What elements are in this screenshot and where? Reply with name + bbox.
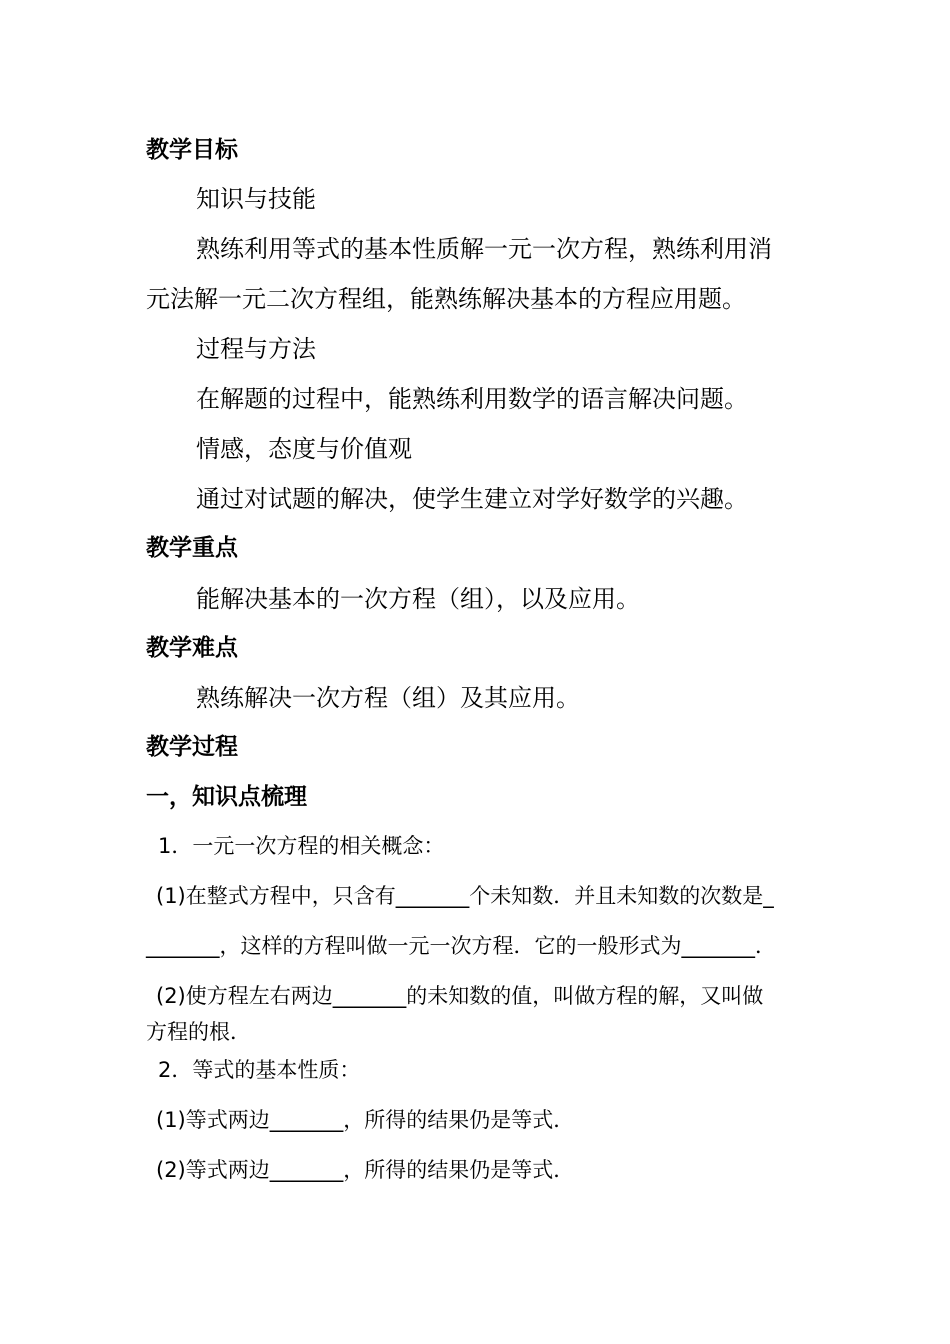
paragraph-difficult-points: 熟练解决一次方程（组）及其应用。 bbox=[196, 684, 580, 712]
paragraph-knowledge-line2: 元法解一元二次方程组，能熟练解决基本的方程应用题。 bbox=[146, 285, 746, 313]
subheading-process-method: 过程与方法 bbox=[196, 335, 316, 363]
paragraph-key-points: 能解决基本的一次方程（组），以及应用。 bbox=[196, 585, 640, 613]
heading-teaching-goals: 教学目标 bbox=[146, 137, 238, 163]
paragraph-emotion: 通过对试题的解决，使学生建立对学好数学的兴趣。 bbox=[196, 485, 748, 513]
heading-difficult-points: 教学难点 bbox=[146, 635, 238, 661]
paragraph-knowledge-line1: 熟练利用等式的基本性质解一元一次方程，熟练利用消 bbox=[196, 235, 772, 263]
item-2-1: (1)等式两边_______，所得的结果仍是等式． bbox=[156, 1108, 575, 1132]
heading-key-points: 教学重点 bbox=[146, 535, 238, 561]
item-1-1-line1: (1)在整式方程中，只含有_______个未知数．并且未知数的次数是_ bbox=[156, 884, 774, 908]
item-1-title: 1．一元一次方程的相关概念： bbox=[158, 834, 445, 858]
item-1-1-line2: _______，这样的方程叫做一元一次方程．它的一般形式为_______． bbox=[146, 934, 776, 958]
heading-teaching-process: 教学过程 bbox=[146, 734, 238, 760]
item-2-2: (2)等式两边_______，所得的结果仍是等式． bbox=[156, 1158, 575, 1182]
item-1-2-line2: 方程的根． bbox=[146, 1020, 251, 1044]
heading-knowledge-review: 一，知识点梳理 bbox=[146, 784, 307, 810]
item-1-2-line1: (2)使方程左右两边_______的未知数的值，叫做方程的解，又叫做 bbox=[156, 984, 764, 1008]
subheading-knowledge-skills: 知识与技能 bbox=[196, 185, 316, 213]
subheading-emotion-values: 情感，态度与价值观 bbox=[196, 435, 412, 463]
item-2-title: 2．等式的基本性质： bbox=[158, 1058, 361, 1082]
paragraph-process: 在解题的过程中，能熟练利用数学的语言解决问题。 bbox=[196, 385, 748, 413]
